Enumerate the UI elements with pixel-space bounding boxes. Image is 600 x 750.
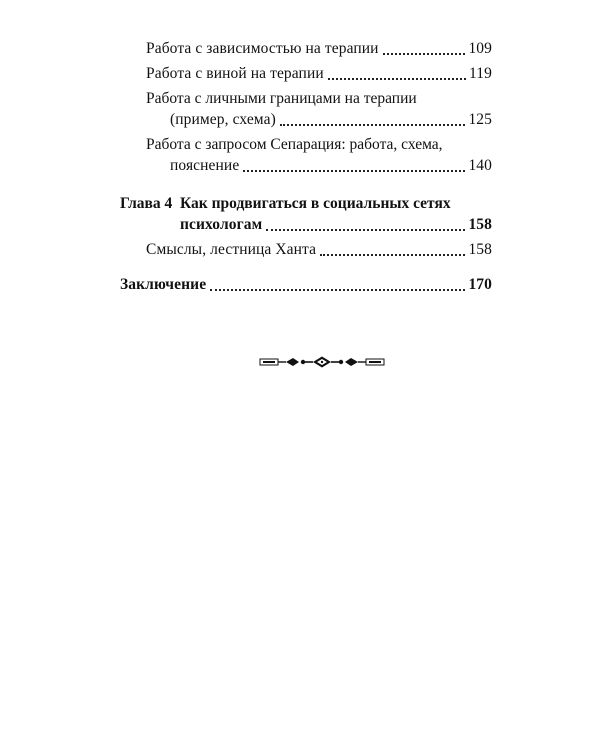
chapter-heading-continuation (120, 214, 492, 235)
toc-page-number: 119 (469, 65, 492, 82)
toc-entry-dependency[interactable] (120, 38, 492, 59)
toc-entry-title: Работа с зависимостью на терапии (146, 40, 379, 57)
dot-leader (266, 229, 465, 231)
decorative-divider-icon (259, 356, 385, 368)
toc-entry-separation[interactable] (120, 134, 492, 176)
chapter-title-line1: Как продвигаться в социальных сетях (180, 195, 451, 212)
toc-entry-title: Смыслы, лестница Ханта (146, 241, 317, 258)
dot-leader (243, 170, 465, 172)
toc-page-number: 140 (468, 157, 492, 174)
table-of-contents (120, 38, 492, 295)
toc-page-number: 158 (468, 241, 492, 258)
toc-entry-title-line2: пояснение (170, 157, 240, 174)
chapter-heading (120, 193, 492, 214)
toc-entry-title: Заключение (120, 276, 207, 293)
toc-entry-title: Работа с виной на терапии (146, 65, 324, 82)
dot-leader (328, 78, 466, 80)
dot-leader (383, 53, 466, 55)
toc-entry-continuation (120, 155, 492, 176)
toc-page-number: 109 (468, 40, 492, 57)
toc-page-number: 125 (468, 111, 492, 128)
toc-entry-title-line1: Работа с запросом Сепарация: работа, схема, (146, 136, 443, 153)
dot-leader (320, 254, 465, 256)
toc-entry-guilt[interactable] (120, 63, 492, 84)
toc-page-number: 158 (468, 216, 492, 233)
dot-leader (210, 289, 465, 291)
chapter-label: Глава 4 (120, 195, 173, 212)
toc-entry-title-line2: (пример, схема) (170, 111, 276, 128)
toc-page-number: 170 (468, 276, 492, 293)
toc-entry-continuation (120, 109, 492, 130)
chapter-title-line2: психологам (180, 216, 263, 233)
toc-entry-conclusion[interactable] (120, 274, 492, 295)
dot-leader (280, 124, 466, 126)
toc-entry-boundaries[interactable] (120, 88, 492, 130)
toc-chapter-4[interactable] (120, 193, 492, 235)
toc-entry-hunt-ladder[interactable] (120, 239, 492, 260)
toc-entry-title-line1: Работа с личными границами на терапии (146, 90, 417, 107)
